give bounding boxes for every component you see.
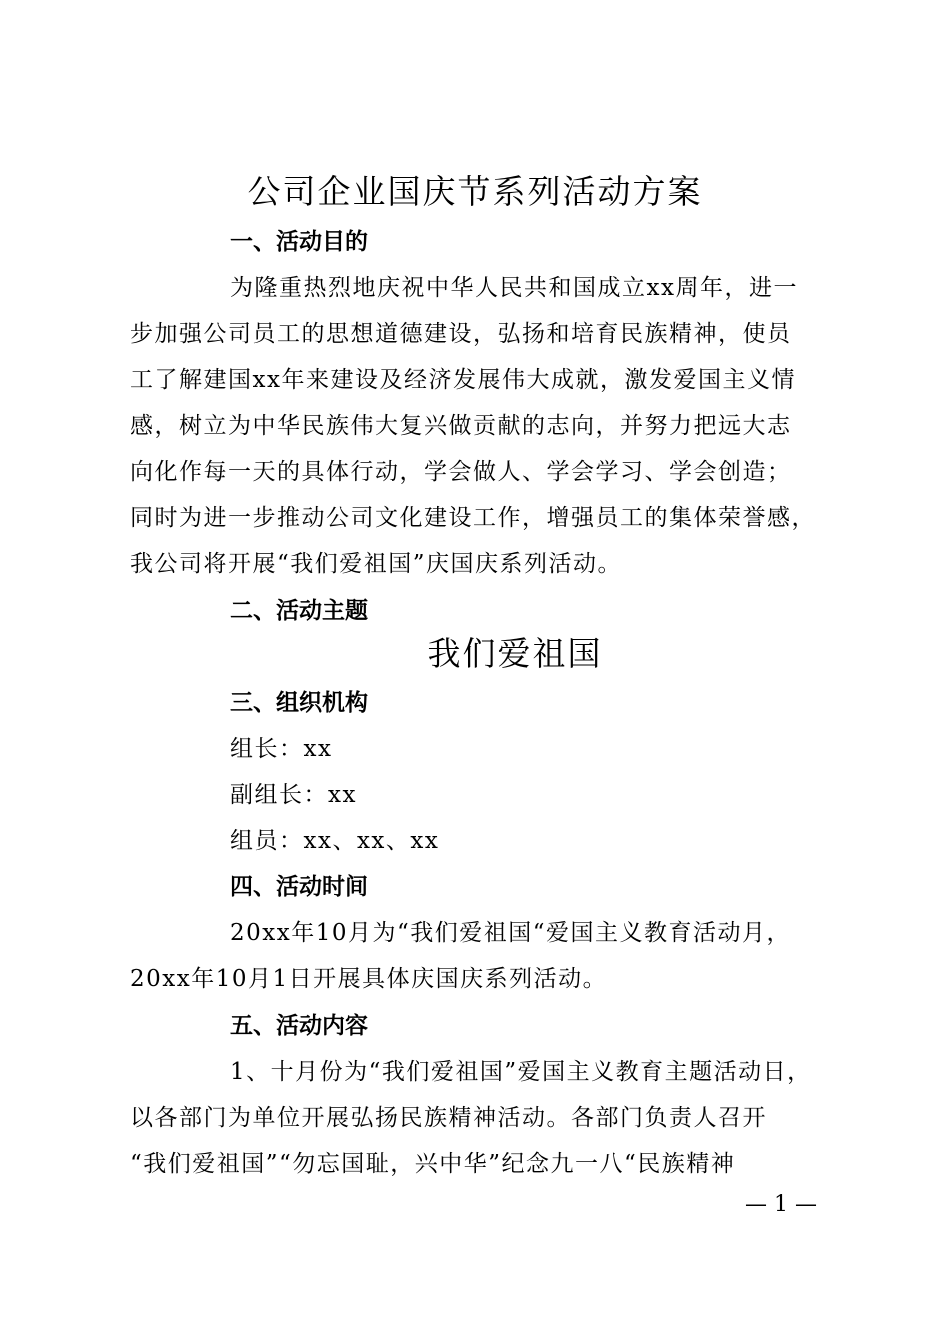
paragraph-line: 为隆重热烈地庆祝中华人民共和国成立xx周年，进一 [230,275,798,301]
paragraph-line: “我们爱祖国”“勿忘国耻，兴中华”纪念九一八“民族精神 [130,1151,736,1177]
section-heading-time: 四、活动时间 [230,874,368,900]
paragraph-line: 20xx年10月为“我们爱祖国“爱国主义教育活动月， [230,920,791,946]
org-line-leader: 组长：xx [230,736,333,762]
page-number: — 1 — [745,1192,817,1217]
paragraph-line: 向化作每一天的具体行动，学会做人、学会学习、学会创造； [130,459,792,485]
paragraph-line: 20xx年10月1日开展具体庆国庆系列活动。 [130,966,608,992]
paragraph-line: 工了解建国xx年来建设及经济发展伟大成就，激发爱国主义情 [130,367,796,393]
paragraph-line: 同时为进一步推动公司文化建设工作，增强员工的集体荣誉感， [130,505,816,531]
section-heading-purpose: 一、活动目的 [230,229,368,255]
activity-theme: 我们爱祖国 [427,634,603,673]
org-line-members: 组员：xx、xx、xx [230,828,440,854]
paragraph-line: 我公司将开展“我们爱祖国”庆国庆系列活动。 [130,551,623,577]
section-heading-theme: 二、活动主题 [230,598,368,624]
org-line-deputy: 副组长：xx [230,782,357,808]
document-title: 公司企业国庆节系列活动方案 [247,172,703,211]
paragraph-line: 感，树立为中华民族伟大复兴做贡献的志向，并努力把远大志 [130,413,792,439]
paragraph-line: 步加强公司员工的思想道德建设，弘扬和培育民族精神，使员 [130,321,792,347]
paragraph-line: 1、十月份为“我们爱祖国”爱国主义教育主题活动日， [230,1059,812,1085]
section-heading-content: 五、活动内容 [230,1013,368,1039]
section-heading-organization: 三、组织机构 [230,690,368,716]
paragraph-line: 以各部门为单位开展弘扬民族精神活动。各部门负责人召开 [130,1105,767,1131]
